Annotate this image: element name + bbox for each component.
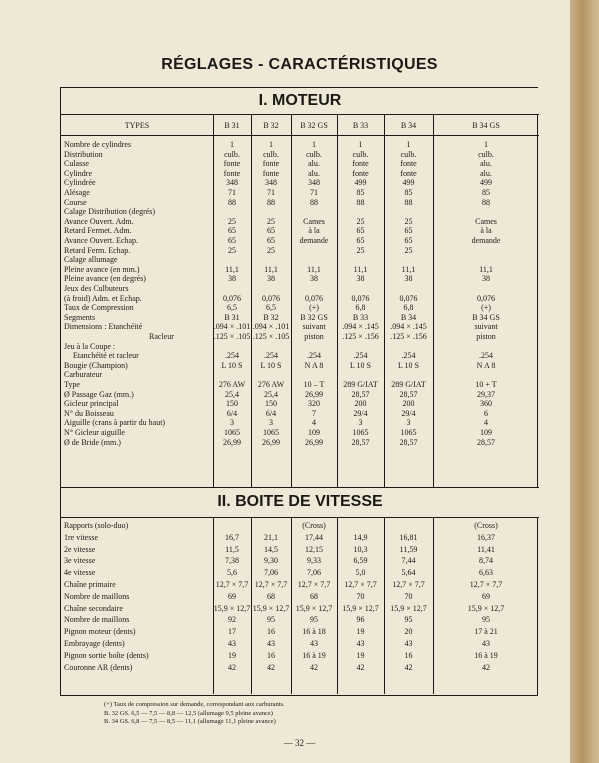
table-cell: 88 (482, 197, 490, 207)
page-number: — 32 — (283, 738, 316, 748)
row-label: Aiguille (crans à partir du haut) (64, 418, 166, 428)
table-cell: culb. (224, 149, 240, 159)
table-cell: 5,64 (401, 568, 416, 578)
table-cell: 12,7 × 7,7 (469, 580, 503, 589)
table-cell: 1065 (224, 428, 240, 437)
table-cell: 65 (404, 236, 413, 245)
table-cell: 43 (404, 639, 413, 648)
row-label: (à froid) Adm. et Echap. (64, 293, 142, 303)
table-cell: 28,57 (351, 437, 370, 447)
table-cell: 43 (310, 639, 318, 648)
table-cell: 65 (267, 226, 275, 236)
table-cell: 15,9 × 12,7 (342, 603, 379, 613)
table-cell: 88 (310, 197, 318, 207)
table-cell: 25,4 (264, 389, 278, 399)
table-cell: (Cross) (302, 521, 326, 530)
table-cell: 29/4 (401, 408, 416, 418)
table-cell: 16,81 (399, 532, 418, 542)
table-cell: 25 (267, 216, 275, 226)
table-cell: 6/4 (226, 408, 238, 418)
table-cell: .125 × .105 (213, 332, 251, 341)
row-label: Jeux des Culbuteurs (64, 284, 129, 293)
table-cell: 25 (356, 245, 365, 255)
table-cell: 16 (267, 627, 275, 637)
row-label: Ø de Bride (mm.) (64, 437, 121, 447)
table-cell: 109 (480, 428, 492, 437)
row-label: Calage Distribution (degrés) (64, 207, 156, 217)
section-boite-title: II. BOITE DE VITESSE (217, 493, 383, 510)
table-cell: demande (299, 236, 329, 245)
table-cell: 1 (312, 140, 316, 149)
table-cell: demande (471, 236, 501, 245)
table-cell: 71 (228, 188, 236, 197)
table-cell: 320 (308, 399, 320, 409)
row-label: Couronne AR (dents) (64, 662, 133, 672)
table-cell: 65 (228, 226, 236, 236)
table-cell: 25 (228, 245, 236, 255)
table-cell: fonte (400, 159, 417, 169)
table-cell: 289 G/IAT (391, 380, 426, 389)
row-label: Distribution (64, 149, 103, 159)
table-cell: (Cross) (474, 521, 498, 530)
table-cell: 15,9 × 12,7 (252, 603, 290, 613)
table-cell: 43 (356, 639, 365, 648)
table-cell: 88 (404, 197, 413, 207)
table-cell: .254 (225, 351, 239, 361)
table-cell: 12,7 × 7,7 (392, 580, 425, 589)
table-cell: 109 (308, 428, 320, 437)
table-cell: 1 (406, 140, 411, 149)
table-cell: 6 (484, 408, 488, 418)
footnote-line-3: B. 34 GS. 6,8 — 7,5 — 8,5 — 11,1 (allumage 11,1 pleine avance) (104, 718, 276, 725)
table-cell: 348 (308, 178, 320, 188)
table-cell: 15,9 × 12,7 (390, 603, 427, 613)
table-cell: 6,8 (355, 303, 366, 313)
table-cell: 6/4 (265, 408, 277, 418)
table-cell: 3 (269, 418, 273, 428)
row-label: Avance Ouvert. Echap. (64, 236, 139, 245)
table-cell: 200 (402, 399, 415, 409)
table-cell: 88 (267, 197, 275, 207)
table-cell: 71 (310, 188, 318, 197)
table-cell: 11,1 (353, 264, 368, 274)
row-label: Rapports (solo-duo) (64, 521, 129, 530)
table-cell: 70 (404, 591, 413, 601)
table-cell: 5,6 (227, 568, 237, 578)
table-cell: 96 (356, 615, 365, 625)
table-cell: 42 (482, 662, 490, 672)
table-cell: 38 (228, 274, 236, 284)
table-cell: 7,44 (401, 556, 416, 566)
table-cell: 289 G/IAT (343, 380, 378, 389)
table-cell: 95 (267, 615, 275, 625)
table-cell: 0,076 (399, 293, 418, 303)
table-cell: fonte (352, 168, 369, 178)
table-cell: 0,076 (262, 293, 280, 303)
table-cell: fonte (262, 159, 280, 169)
table-cell: 12,7 × 7,7 (297, 580, 331, 589)
table-cell: 38 (356, 274, 365, 284)
table-cell: 25,4 (225, 389, 239, 399)
table-cell: 65 (356, 226, 365, 236)
table-cell: N A 8 (304, 360, 324, 370)
row-label: Type (64, 380, 80, 389)
table-cell: L 10 S (349, 360, 372, 370)
table-cell: 6,5 (266, 303, 276, 313)
table-cell: 19 (356, 627, 365, 637)
table-cell: 95 (404, 615, 413, 625)
table-cell: 7 (312, 408, 316, 418)
table-cell: 0,076 (351, 293, 370, 303)
table-cell: 43 (267, 639, 275, 648)
table-cell: 7,06 (307, 568, 321, 578)
table-cell: 88 (356, 197, 365, 207)
table-cell: 0,076 (305, 293, 323, 303)
row-label: Segments (64, 312, 96, 322)
table-cell: fonte (352, 159, 369, 169)
table-cell: 28,57 (351, 389, 370, 399)
row-label: 2e vitesse (64, 544, 96, 554)
table-cell: 68 (310, 591, 318, 601)
table-cell: 28,57 (399, 389, 418, 399)
row-label: N° du Boisseau (64, 408, 114, 418)
table-cell: culb. (400, 149, 417, 159)
table-cell: 16,7 (225, 532, 239, 542)
table-cell: 20 (404, 627, 413, 637)
row-label: Ø Passage Gaz (mm.) (64, 389, 134, 399)
table-cell: 25 (267, 245, 275, 255)
page-title: RÉGLAGES - CARACTÉRISTIQUES (161, 56, 438, 73)
table-cell: 42 (404, 662, 413, 672)
table-cell: 348 (226, 178, 238, 188)
table-cell: 25 (356, 216, 365, 226)
table-cell: Cames (475, 216, 497, 226)
row-label: Taux de Compression (64, 303, 134, 313)
row-label: Pleine avance (en mm.) (64, 264, 140, 274)
table-cell: 7,06 (264, 568, 278, 578)
table-cell: 14,9 (353, 532, 368, 542)
row-label: Avance Ouvert. Adm. (64, 216, 134, 226)
table-cell: 29/4 (353, 408, 368, 418)
table-cell: .094 × .145 (390, 322, 427, 332)
column-header-b-31: B 31 (224, 121, 240, 130)
row-label: Course (64, 197, 87, 207)
table-cell: 14,5 (264, 544, 278, 554)
table-cell: N A 8 (476, 360, 496, 370)
row-label: Carburateur (64, 370, 103, 380)
table-cell: 28,57 (399, 437, 418, 447)
table-cell: 38 (404, 274, 413, 284)
row-label: Racleur (149, 332, 174, 341)
table-cell: 499 (354, 178, 367, 188)
table-cell: 16 à 19 (302, 650, 326, 660)
row-label: Embrayage (dents) (64, 639, 125, 648)
table-cell: 1065 (352, 428, 369, 437)
table-cell: 85 (356, 188, 365, 197)
table-cell: alu. (480, 168, 492, 178)
table-cell: 25 (404, 245, 413, 255)
table-cell: 11,5 (225, 544, 239, 554)
table-cell: 28,57 (477, 437, 495, 447)
table-cell: 200 (354, 399, 367, 409)
table-cell: 71 (267, 188, 275, 197)
section-divider (61, 517, 539, 518)
table-cell: L 10 S (260, 360, 282, 370)
table-cell: 1065 (400, 428, 417, 437)
table-cell: alu. (480, 159, 492, 169)
table-cell: 6,5 (227, 303, 237, 313)
table-cell: 43 (228, 639, 236, 648)
table-cell: 11,1 (225, 264, 239, 274)
row-label: 1re vitesse (64, 532, 98, 542)
table-cell: .094 × .101 (213, 322, 251, 332)
table-cell: 499 (402, 178, 415, 188)
table-cell: 21,1 (264, 532, 278, 542)
table-cell: .254 (353, 351, 368, 361)
table-cell: 11,59 (399, 544, 418, 554)
section-divider (61, 487, 539, 488)
table-cell: 26,99 (262, 437, 280, 447)
table-cell: fonte (223, 159, 241, 169)
table-cell: 12,7 × 7,7 (344, 580, 377, 589)
table-cell: 360 (480, 399, 492, 409)
table-cell: 3 (358, 418, 363, 428)
table-cell: 16 à 18 (302, 627, 326, 637)
table-cell: suivant (302, 322, 326, 332)
column-header-b-32-gs: B 32 GS (300, 121, 328, 130)
table-cell: suivant (474, 322, 498, 332)
table-cell: B 32 GS (300, 312, 328, 322)
table-cell: 15,9 × 12,7 (213, 603, 251, 613)
table-cell: 9,30 (264, 556, 278, 566)
table-cell: 11,41 (477, 544, 495, 554)
table-cell: 65 (404, 226, 413, 236)
row-label: Dimensions : Etanchéité (64, 322, 143, 332)
row-label: Cylindre (64, 168, 92, 178)
footnote-line-1: (+) Taux de compression sur demande, correspondant aux carburants. (104, 701, 285, 708)
table-cell: 276 AW (257, 380, 285, 389)
table-cell: alu. (308, 168, 320, 178)
table-cell: 4 (484, 418, 488, 428)
table-cell: fonte (400, 168, 417, 178)
table-cell: 1 (269, 140, 273, 149)
table-cell: 150 (226, 399, 238, 409)
row-label: Culasse (64, 159, 89, 169)
table-cell: B 31 (224, 312, 240, 322)
table-cell: L 10 S (397, 360, 420, 370)
table-cell: .254 (401, 351, 416, 361)
table-cell: 69 (228, 591, 236, 601)
table-cell: 38 (310, 274, 318, 284)
table-cell: 70 (356, 591, 365, 601)
row-label: N° Gicleur aiguille (64, 428, 125, 437)
table-cell: 276 AW (218, 380, 246, 389)
table-cell: 5,0 (355, 568, 366, 578)
table-cell: 17 (228, 627, 236, 637)
table-cell: 17,44 (305, 532, 323, 542)
row-label: Pleine avance (en degrés) (64, 274, 146, 284)
table-cell: .254 (307, 351, 321, 361)
table-cell: 10,3 (353, 544, 368, 554)
table-cell: B 34 (400, 312, 417, 322)
column-header-b-33: B 33 (352, 121, 369, 130)
table-cell: 69 (482, 591, 490, 601)
table-cell: 19 (356, 650, 365, 660)
table-cell: .125 × .156 (390, 332, 427, 341)
table-cell: (+) (309, 303, 319, 313)
row-label: Nombre de maillons (64, 591, 130, 601)
table-cell: 42 (356, 662, 365, 672)
table-cell: 1065 (263, 428, 279, 437)
row-label: Pignon sortie boîte (dents) (64, 650, 149, 660)
table-cell: 85 (404, 188, 413, 197)
row-label: Alésage (64, 188, 90, 197)
table-cell: 38 (482, 274, 490, 284)
table-cell: culb. (352, 149, 369, 159)
row-label: Chaîne primaire (64, 580, 116, 589)
table-cell: .254 (479, 351, 493, 361)
table-cell: culb. (263, 149, 279, 159)
table-cell: 29,37 (477, 389, 495, 399)
table-cell: 0,076 (477, 293, 495, 303)
row-label: Retard Ferm. Echap. (64, 245, 131, 255)
table-cell: 42 (228, 662, 236, 672)
table-cell: culb. (306, 149, 322, 159)
table-cell: 6,63 (479, 568, 493, 578)
table-cell: 95 (482, 615, 490, 625)
table-cell: 42 (310, 662, 318, 672)
table-cell: 3 (406, 418, 411, 428)
row-label: Jeu à la Coupe : (64, 341, 116, 351)
table-cell: 65 (228, 236, 236, 245)
table-cell: 9,33 (307, 556, 321, 566)
table-cell: 26,99 (305, 389, 323, 399)
table-cell: 6,8 (403, 303, 414, 313)
types-header: TYPES (124, 121, 150, 130)
specs-table (60, 87, 538, 696)
table-cell: 3 (230, 418, 234, 428)
table-cell: 10 + T (475, 380, 497, 389)
table-cell: 11,1 (479, 264, 493, 274)
table-cell: 15,9 × 12,7 (295, 603, 333, 613)
table-cell: .094 × .145 (342, 322, 379, 332)
table-cell: .125 × .105 (252, 332, 290, 341)
table-cell: 65 (356, 236, 365, 245)
row-label: 4e vitesse (64, 568, 96, 578)
table-cell: 19 (228, 650, 236, 660)
table-cell: piston (476, 332, 496, 341)
table-cell: à la (480, 226, 492, 236)
table-cell: 11,1 (264, 264, 278, 274)
table-cell: 38 (267, 274, 275, 284)
table-cell: 16,37 (477, 532, 495, 542)
table-cell: à la (308, 226, 320, 236)
table-cell: 150 (265, 399, 277, 409)
table-cell: 1 (358, 140, 363, 149)
table-cell: 15,9 × 12,7 (467, 603, 505, 613)
table-cell: 65 (267, 236, 275, 245)
table-cell: 25 (404, 216, 413, 226)
table-cell: 0,076 (223, 293, 241, 303)
table-cell: 1 (230, 140, 234, 149)
table-cell: 17 à 21 (474, 627, 498, 637)
table-cell: Cames (303, 216, 325, 226)
table-cell: 43 (482, 639, 490, 648)
table-cell: L 10 S (221, 360, 243, 370)
row-label: Bougie (Champion) (64, 360, 128, 370)
table-cell: 85 (482, 188, 490, 197)
table-cell: 4 (312, 418, 316, 428)
table-cell: 25 (228, 216, 236, 226)
table-cell: piston (304, 332, 324, 341)
table-cell: 7,38 (225, 556, 239, 566)
table-cell: (+) (481, 303, 491, 313)
column-header-b-34: B 34 (400, 121, 417, 130)
table-cell: 95 (310, 615, 318, 625)
row-label: Etanchéité et racleur (73, 351, 139, 361)
row-label: Retard Fermet. Adm. (64, 226, 132, 236)
table-cell: 16 (267, 650, 275, 660)
table-cell: 12,7 × 7,7 (215, 580, 249, 589)
table-cell: 26,99 (223, 437, 241, 447)
table-cell: 8,74 (479, 556, 493, 566)
row-label: Nombre de cylindres (64, 140, 132, 149)
table-cell: 26,99 (305, 437, 323, 447)
row-label: 3e vitesse (64, 556, 96, 566)
table-cell: 12,15 (305, 544, 323, 554)
table-cell: 499 (480, 178, 492, 188)
table-cell: 1 (484, 140, 488, 149)
table-cell: 348 (265, 178, 277, 188)
table-cell: .125 × .156 (342, 332, 379, 341)
header-divider (61, 114, 539, 115)
table-cell: 16 (404, 650, 413, 660)
table-cell: 88 (228, 197, 236, 207)
table-cell: culb. (478, 149, 494, 159)
row-label: Pignon moteur (dents) (64, 627, 136, 637)
table-cell: .094 × .101 (252, 322, 290, 332)
header-divider (61, 135, 539, 136)
table-cell: 92 (228, 615, 236, 625)
table-cell: 11,1 (307, 264, 321, 274)
table-cell: fonte (262, 168, 280, 178)
row-label: Chaîne secondaire (64, 603, 123, 613)
column-header-b-34-gs: B 34 GS (472, 121, 500, 130)
table-cell: B 34 GS (472, 312, 500, 322)
row-label: Cylindrée (64, 178, 96, 188)
table-cell: 10 – T (303, 380, 325, 389)
table-cell: B 32 (263, 312, 279, 322)
section-moteur-title: I. MOTEUR (258, 92, 342, 109)
footnote-line-2: B. 32 GS. 6,5 — 7,5 — 8,8 — 12,5 (allumage 9,5 pleine avance) (104, 710, 273, 717)
table-cell: 68 (267, 591, 275, 601)
table-cell: alu. (308, 159, 320, 169)
column-header-b-32: B 32 (263, 121, 279, 130)
binding-edge (570, 0, 599, 763)
table-cell: 6,59 (353, 556, 368, 566)
table-cell: 16 à 19 (474, 650, 498, 660)
table-cell: 42 (267, 662, 275, 672)
row-label: Nombre de maillons (64, 615, 130, 625)
table-cell: 12,7 × 7,7 (254, 580, 288, 589)
table-cell: .254 (264, 351, 278, 361)
row-label: Gicleur principal (64, 399, 119, 409)
table-cell: 11,1 (401, 264, 416, 274)
row-label: Calage allumage (64, 255, 118, 265)
table-cell: B 33 (352, 312, 369, 322)
table-cell: fonte (223, 168, 241, 178)
